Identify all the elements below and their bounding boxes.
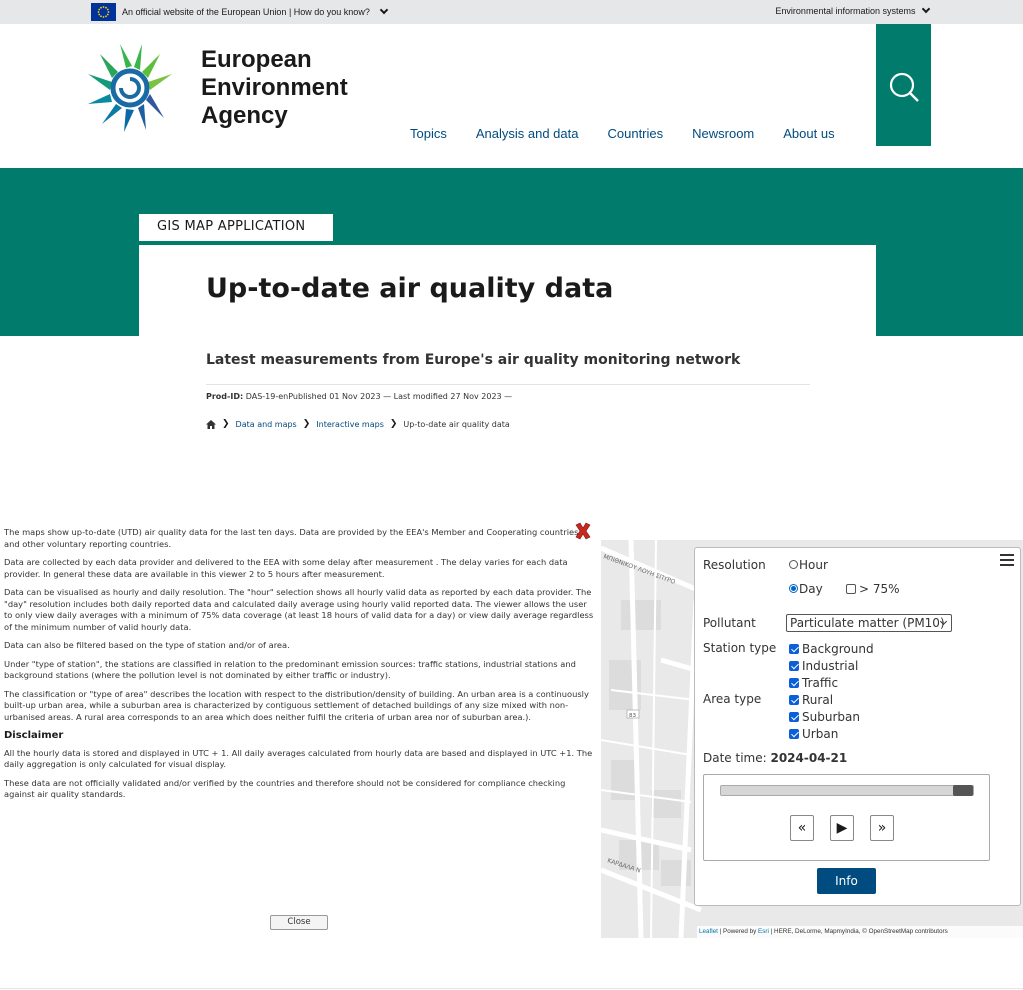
eu-flag-icon [91,3,116,21]
checkbox-traffic[interactable] [789,675,874,692]
home-icon[interactable] [206,420,216,429]
checkbox-background[interactable] [789,641,874,658]
close-icon[interactable] [573,521,593,541]
step-back-button[interactable]: « [790,815,814,841]
time-slider[interactable] [720,785,974,796]
disclaimer-heading: Disclaimer [4,730,64,741]
esri-link[interactable]: Esri [758,928,769,935]
modified-date: — Last modified 27 Nov 2023 — [383,392,513,401]
checkbox-label: Industrial [802,659,859,673]
main-nav [410,126,864,141]
info-paragraph: Data can be visualised as hourly and daily resolution. The "hour" selection shows all hourly valid data as reported by each data provider. The "day" resolution includes both daily reported data and calculated daily average using hourly valid reported data. The viewer allows the user to only view daily averages with a minimum of 75% data coverage (at least 18 hours of valid data for a day) or view daily average regardless of the minimum number of valid hourly data. [4,587,594,632]
prod-id: DAS-19-en [245,392,289,401]
date-time-value: 2024-04-21 [770,751,848,765]
nav-about-us[interactable]: About us [783,126,835,141]
checkbox-checked-icon [789,644,799,654]
checkbox-suburban[interactable] [789,709,860,726]
page-title: Up-to-date air quality data [206,273,614,304]
nav-countries[interactable]: Countries [607,126,664,141]
checkbox-checked-icon [789,661,799,671]
nav-topics[interactable]: Topics [410,126,447,141]
play-button[interactable]: ▶ [830,815,854,841]
resolution-label: Resolution [703,558,766,572]
street-label: ΜΠΙΘΝΙΚΟΥ ΛΟΥΗ ΣΠΥΡΟ [602,553,677,586]
checkbox-75-percent[interactable] [846,582,900,596]
systems-text: Environmental information systems [775,6,916,16]
checkbox-icon [846,584,856,594]
checkbox-rural[interactable] [789,692,860,709]
checkbox-label: Traffic [802,676,839,690]
checkbox-label: Rural [802,693,834,707]
brand-name[interactable] [201,46,348,130]
info-paragraph: The maps show up-to-date (UTD) air quality data for the last ten days. Data are provided by the EEA's Member and Cooperating countries and other voluntary reporting countries. [4,527,579,549]
area-type-list [789,692,860,743]
brand-line-1: European [201,46,312,73]
info-paragraph: Data are collected by each data provider and delivered to the EEA with some delay after measurement . The delay varies for each data provider. In general these data are available in this viewer 2 to 5 hours after measurement. [4,557,568,579]
gis-map-application-tag: GIS MAP APPLICATION [139,214,333,241]
checkbox-industrial[interactable] [789,658,874,675]
nav-analysis-and-data[interactable]: Analysis and data [475,126,579,141]
breadcrumb-current: Up-to-date air quality data [403,419,510,429]
breadcrumb-data-and-maps[interactable]: Data and maps [235,419,297,429]
brand-line-3: Agency [201,102,288,129]
pollutant-selected-value: Particulate matter (PM10) [790,616,945,630]
environmental-systems-menu[interactable] [775,6,929,16]
checkbox-checked-icon [789,712,799,722]
info-paragraph: These data are not officially validated and/or verified by the countries and therefore should not be considered for compliance checking against air quality standards. [4,777,566,799]
chevron-down-icon [922,5,930,13]
hamburger-menu-icon[interactable] [1000,554,1014,569]
chevron-right-icon: ❯ [389,419,398,429]
nav-newsroom[interactable]: Newsroom [692,126,755,141]
road-number-label: 83 [629,713,636,719]
breadcrumb [206,419,510,429]
prod-id-label: Prod-ID: [206,392,244,401]
checkbox-checked-icon [789,695,799,705]
chevron-right-icon: ❯ [222,419,230,429]
info-panel [4,527,596,808]
site-header [0,24,1023,168]
official-text: An official website of the European Union | How do you know? [122,7,370,17]
divider [206,384,810,385]
checkbox-label: Urban [802,727,839,741]
date-time [703,751,847,765]
chevron-right-icon: ❯ [302,419,311,429]
attribution-text: | Powered by [717,928,759,935]
step-forward-button[interactable]: » [870,815,894,841]
published-date: Published 01 Nov 2023 [288,392,381,401]
breadcrumb-interactive-maps[interactable]: Interactive maps [316,419,384,429]
pollutant-select[interactable] [786,614,952,632]
station-type-label: Station type [703,641,777,655]
search-button[interactable] [876,24,931,146]
pollutant-label: Pollutant [703,616,756,630]
checkbox-75-label: > 75% [859,582,900,596]
publication-meta [206,392,512,401]
close-button[interactable]: Close [270,915,328,930]
checkbox-label: Suburban [802,710,860,724]
radio-icon [789,560,798,569]
page-subtitle: Latest measurements from Europe's air quality monitoring network [206,352,741,368]
time-player [703,774,990,861]
info-button[interactable]: Info [817,868,876,894]
info-paragraph: The classification or "type of area" describes the location with respect to the distribution/density of building. An urban area is a continuously built-up urban area, while a suburban area is characterized by contiguous settlement of detached buildings of any size mixed with non-urbanised areas. A rural area corresponds to an area which does neither fulfil the criteria of urban area nor of suburban area.). [4,688,589,722]
slider-handle[interactable] [953,785,973,796]
info-paragraph: Data can also be filtered based on the type of station and/or of area. [4,640,290,650]
radio-day-label: Day [799,582,823,596]
radio-selected-icon [789,584,798,593]
leaflet-link[interactable]: Leaflet [699,928,718,935]
area-type-label: Area type [703,692,762,706]
checkbox-checked-icon [789,729,799,739]
checkbox-urban[interactable] [789,726,860,743]
map-attribution [697,926,1023,938]
checkbox-label: Background [802,642,874,656]
brand-line-2: Environment [201,74,348,101]
info-paragraph: Under "type of station", the stations are classified in relation to the predominant emission sources: traffic stations, industrial stations and background stations (where the pollution level is not dominated by either traffic or industry). [4,658,576,680]
attribution-text: | HERE, DeLorme, MapmyIndia, © OpenStreetMap contributors [768,928,948,935]
info-paragraph: All the hourly data is stored and displayed in UTC + 1. All daily averages calculated from hourly data are based and displayed in UTC +1. The daily aggregation is only calculated for visual display. [4,747,593,769]
street-label: ΚΑΡΔΑΛΑ Ν [606,857,642,875]
eu-official-bar [0,0,1023,24]
date-time-label: Date time: [703,751,771,765]
map-control-panel [694,547,1021,906]
eu-official-notice[interactable] [91,3,387,21]
radio-day[interactable] [789,582,823,596]
radio-hour[interactable] [789,558,828,572]
eea-logo-icon[interactable] [85,42,175,134]
checkbox-checked-icon [789,678,799,688]
footer-divider [0,988,1023,989]
radio-hour-label: Hour [799,558,828,572]
station-type-list [789,641,874,692]
chevron-down-icon [380,6,388,14]
search-icon [876,24,931,146]
